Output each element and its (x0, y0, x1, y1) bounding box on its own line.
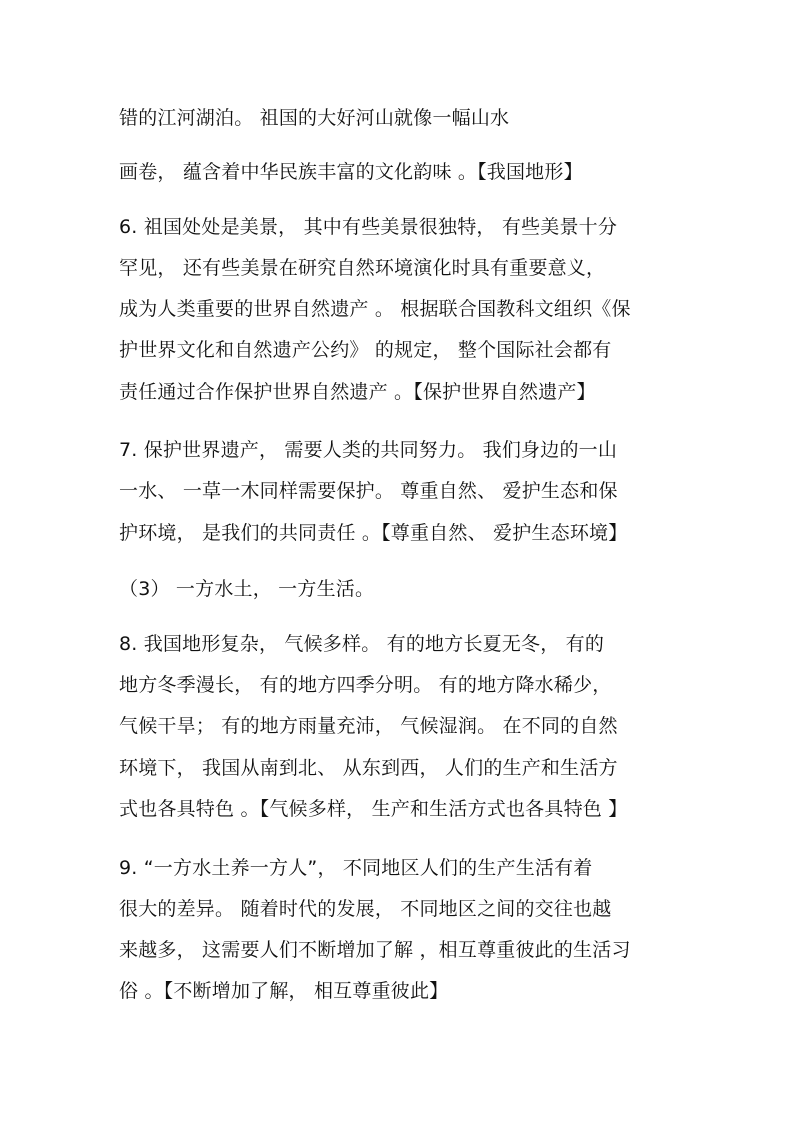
text-line: 一水、 一草一木同样需要保护。 尊重自然、 爱护生态和保 (119, 480, 618, 502)
text-line: 成为人类重要的世界自然遗产 。 根据联合国教科文组织《保 (119, 298, 631, 320)
text-line: 来越多， 这需要人们不断增加了解 ，相互尊重彼此的生活习 (119, 939, 631, 961)
text-line: 9. “一方水土养一方人”， 不同地区人们的生产生活有着 (119, 857, 593, 879)
text-line: 很大的差异。 随着时代的发展， 不同地区之间的交往也越 (119, 898, 612, 920)
text-line: 式也各具特色 。【气候多样， 生产和生活方式也各具特色 】 (119, 798, 628, 820)
text-line: 护环境， 是我们的共同责任 。【尊重自然、 爱护生态环境】 (119, 522, 628, 544)
text-line: 气候干旱； 有的地方雨量充沛， 气候湿润。 在不同的自然 (119, 715, 618, 737)
text-line: 错的江河湖泊。 祖国的大好河山就像一幅山水 (119, 107, 510, 129)
section-heading: （3） 一方水土， 一方生活。 (119, 578, 375, 600)
text-line: 环境下， 我国从南到北、 从东到西， 人们的生产和生活方 (119, 757, 618, 779)
text-line: 罕见， 还有些美景在研究自然环境演化时具有重要意义， (119, 257, 606, 279)
text-line: 责任通过合作保护世界自然遗产 。【保护世界自然遗产】 (119, 381, 596, 403)
text-line: 画卷， 蕴含着中华民族丰富的文化韵味 。【我国地形】 (119, 161, 583, 183)
text-line: 6. 祖国处处是美景， 其中有些美景很独特， 有些美景十分 (119, 216, 618, 238)
text-line: 护世界文化和自然遗产公约》 的规定， 整个国际社会都有 (119, 339, 612, 361)
text-line: 地方冬季漫长， 有的地方四季分明。 有的地方降水稀少， (119, 674, 612, 696)
text-line: 俗 。【不断增加了解， 相互尊重彼此】 (119, 980, 449, 1002)
text-line: 7. 保护世界遗产， 需要人类的共同努力。 我们身边的一山 (119, 439, 618, 461)
text-line: 8. 我国地形复杂， 气候多样。 有的地方长夏无冬， 有的 (119, 633, 605, 655)
